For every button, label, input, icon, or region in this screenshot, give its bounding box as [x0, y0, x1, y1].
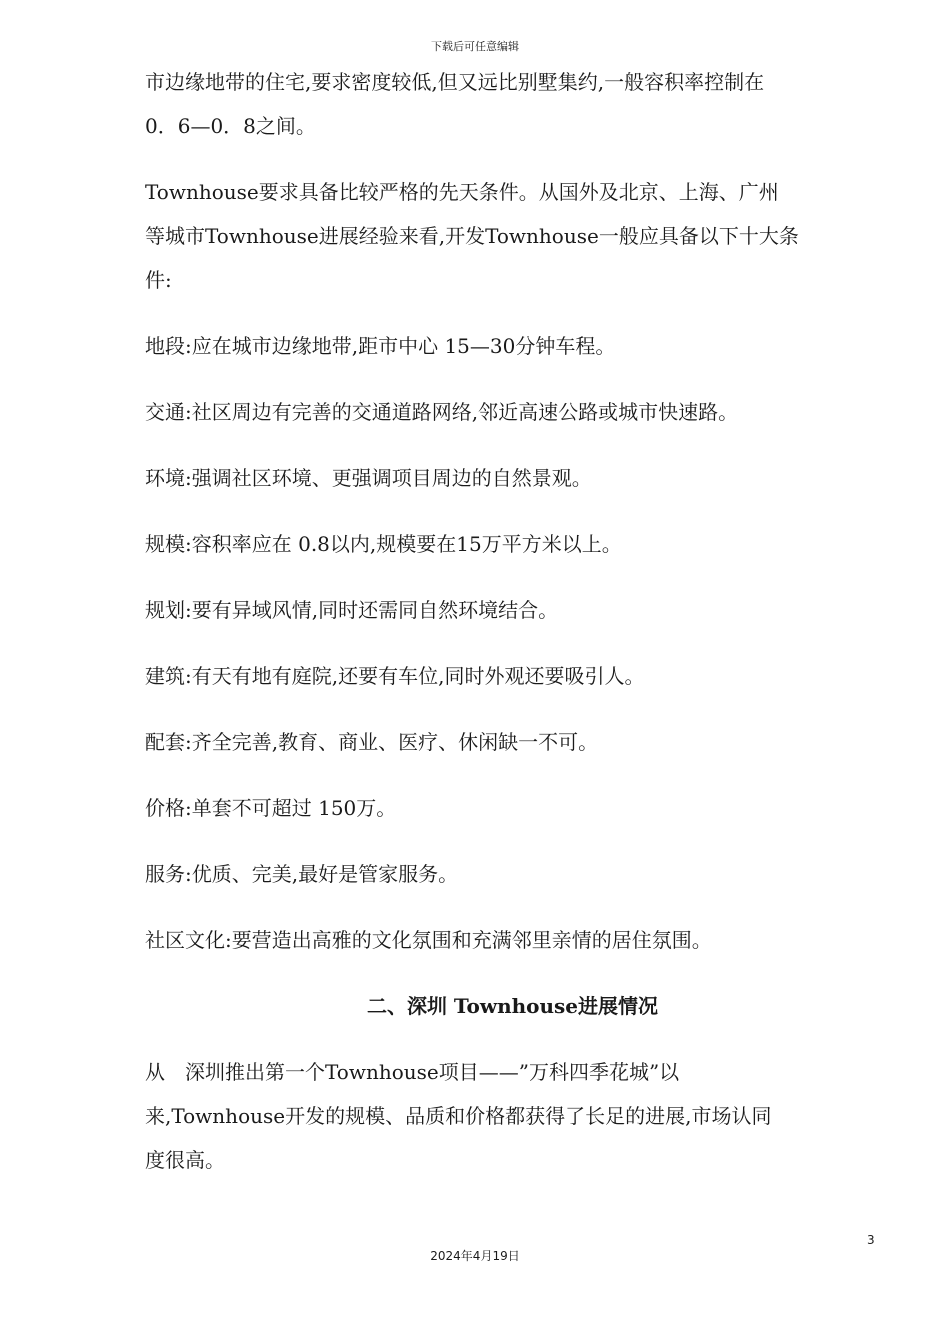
page-number: 3: [867, 1233, 875, 1247]
paragraph-line: 市边缘地带的住宅,要求密度较低,但又远比别墅集约,一般容积率控制在: [145, 70, 765, 94]
condition-culture: 社区文化:要营造出高雅的文化氛围和充满邻里亲情的居住氛围。: [145, 928, 712, 952]
paragraph-line: 0．6—0．8之间。: [145, 114, 316, 138]
paragraph-line: 件:: [145, 268, 172, 292]
condition-scale: 规模:容积率应在 0.8以内,规模要在15万平方米以上。: [145, 532, 622, 556]
page-header: 下载后可任意编辑: [431, 40, 519, 53]
condition-traffic: 交通:社区周边有完善的交通道路网络,邻近高速公路或城市快速路。: [145, 400, 739, 424]
condition-price: 价格:单套不可超过 150万。: [145, 796, 397, 820]
condition-location: 地段:应在城市边缘地带,距市中心 15—30分钟车程。: [145, 334, 616, 358]
paragraph-line: Townhouse要求具备比较严格的先天条件。从国外及北京、上海、广州: [145, 180, 779, 204]
condition-facilities: 配套:齐全完善,教育、商业、医疗、休闲缺一不可。: [145, 730, 599, 754]
condition-architecture: 建筑:有天有地有庭院,还要有车位,同时外观还要吸引人。: [145, 664, 645, 688]
condition-planning: 规划:要有异域风情,同时还需同自然环境结合。: [145, 598, 559, 622]
paragraph-line: 度很高。: [145, 1148, 225, 1172]
section-heading: 二、深圳 Townhouse进展情况: [366, 994, 659, 1018]
paragraph-line: 来,Townhouse开发的规模、品质和价格都获得了长足的进展,市场认同: [145, 1104, 772, 1128]
paragraph-line: 从 深圳推出第一个Townhouse项目——”万科四季花城”以: [145, 1060, 680, 1084]
condition-environment: 环境:强调社区环境、更强调项目周边的自然景观。: [145, 466, 592, 490]
condition-service: 服务:优质、完美,最好是管家服务。: [145, 862, 459, 886]
page-footer-date: 2024年4月19日: [430, 1249, 520, 1263]
paragraph-line: 等城市Townhouse进展经验来看,开发Townhouse一般应具备以下十大条: [145, 224, 799, 248]
document-body: [145, 60, 880, 1182]
